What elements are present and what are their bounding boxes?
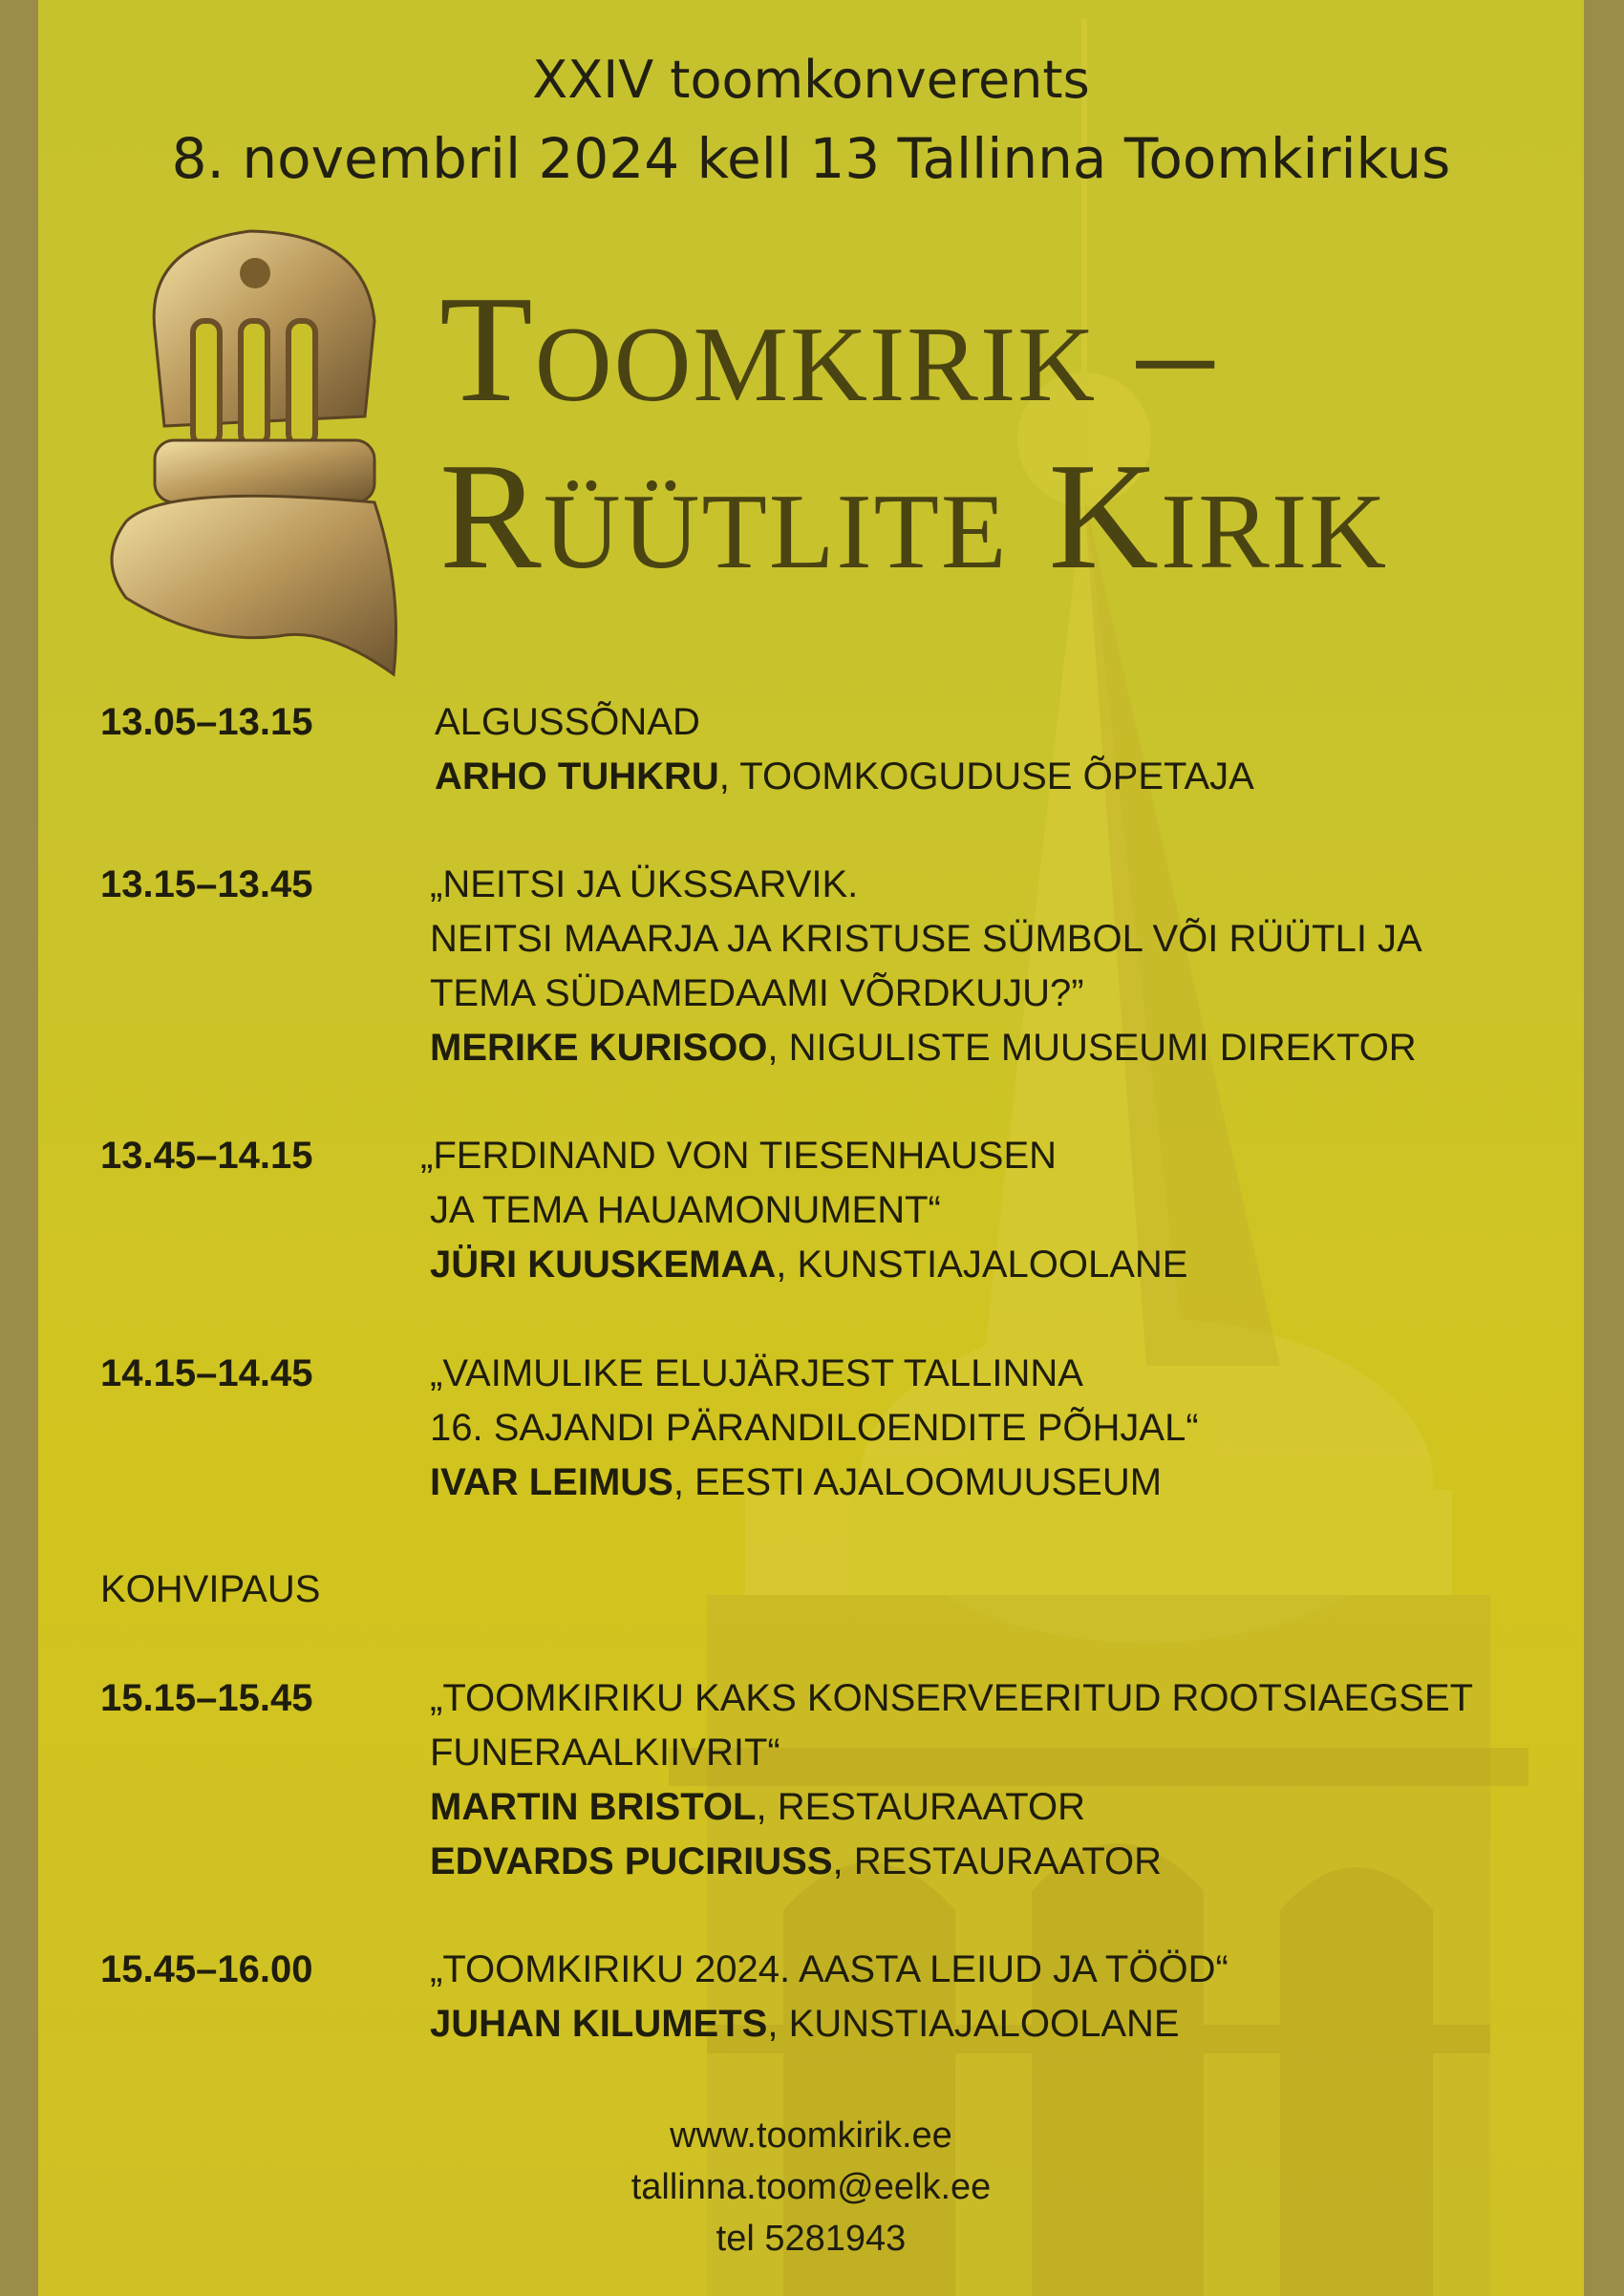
coffee-break: KOHVIPAUS xyxy=(100,1568,321,1610)
speaker xyxy=(430,1021,1576,1075)
session-time: 13.45–14.15 xyxy=(100,1135,313,1177)
session-title-line: TEMA SÜDAMEDAAMI VÕRDKUJU?” xyxy=(430,972,1084,1014)
speaker xyxy=(430,1780,1576,1835)
session-title-line: 16. SAJANDI PÄRANDILOENDITE PÕHJAL“ xyxy=(430,1407,1199,1449)
conference-number: XXIV toomkonverents xyxy=(532,50,1090,110)
phone-number: tel 5281943 xyxy=(716,2219,907,2259)
conference-date-place: 8. novembril 2024 kell 13 Tallinna Toomkirikus xyxy=(171,126,1451,191)
email-link[interactable]: tallinna.toom@eelk.ee xyxy=(630,2167,992,2207)
speaker-role: , EESTI AJALOOMUUSEUM xyxy=(673,1461,1163,1503)
session-details xyxy=(430,858,1576,1075)
speaker-role: , KUNSTIAJALOOLANE xyxy=(776,1244,1188,1286)
speaker-role: , RESTAURAATOR xyxy=(832,1840,1163,1882)
speaker-role: , NIGULISTE MUUSEUMI DIREKTOR xyxy=(767,1027,1417,1069)
session-title-line: „TOOMKIRIKU KAKS KONSERVEERITUD ROOTSIAEGSET xyxy=(430,1677,1474,1719)
session-time: 13.15–13.45 xyxy=(100,863,313,905)
session-title-line: JA TEMA HAUAMONUMENT“ xyxy=(430,1189,941,1231)
speaker xyxy=(430,1456,1576,1510)
speaker xyxy=(420,1238,1567,1292)
title-line-2: Rüütlite Kirik xyxy=(439,431,1389,601)
funeral-helmet-image xyxy=(88,225,413,684)
session-time: 15.45–16.00 xyxy=(100,1948,313,1990)
session-time: 13.05–13.15 xyxy=(100,701,313,743)
session-title-line: NEITSI MAARJA JA KRISTUSE SÜMBOL VÕI RÜÜTLI JA xyxy=(430,918,1422,960)
session-details xyxy=(430,1671,1576,1889)
speaker-name: MARTIN BRISTOL xyxy=(430,1786,757,1828)
speaker xyxy=(435,750,1581,804)
speaker-name: JÜRI KUUSKEMAA xyxy=(430,1244,777,1286)
session-title-line: „NEITSI JA ÜKSSARVIK. xyxy=(430,863,859,905)
speaker-name: IVAR LEIMUS xyxy=(430,1461,673,1503)
session-details xyxy=(420,1129,1567,1292)
session-time: 15.15–15.45 xyxy=(100,1677,313,1719)
session-title-line: ALGUSSÕNAD xyxy=(435,701,700,743)
speaker-role: , RESTAURAATOR xyxy=(756,1786,1085,1828)
speaker xyxy=(430,1997,1576,2052)
session-details xyxy=(430,1943,1576,2052)
speaker-name: JUHAN KILUMETS xyxy=(430,2003,768,2045)
title-line-1: Toomkirik – xyxy=(439,264,1216,434)
session-title-line: „FERDINAND VON TIESENHAUSEN xyxy=(420,1135,1058,1177)
session-details xyxy=(430,1347,1576,1510)
speaker-name: ARHO TUHKRU xyxy=(435,755,719,797)
speaker-name: EDVARDS PUCIRIUSS xyxy=(430,1840,833,1882)
speaker-role: , KUNSTIAJALOOLANE xyxy=(767,2003,1180,2045)
poster xyxy=(38,0,1584,2296)
speaker xyxy=(430,1835,1576,1889)
session-details xyxy=(435,695,1581,804)
website-link[interactable]: www.toomkirik.ee xyxy=(670,2115,952,2156)
session-time: 14.15–14.45 xyxy=(100,1352,313,1394)
session-title-line: „VAIMULIKE ELUJÄRJEST TALLINNA xyxy=(430,1352,1083,1394)
speaker-role: , TOOMKOGUDUSE ÕPETAJA xyxy=(718,755,1254,797)
session-title-line: „TOOMKIRIKU 2024. AASTA LEIUD JA TÖÖD“ xyxy=(430,1948,1229,1990)
session-title-line: FUNERAALKIIVRIT“ xyxy=(430,1732,780,1774)
speaker-name: MERIKE KURISOO xyxy=(430,1027,768,1069)
